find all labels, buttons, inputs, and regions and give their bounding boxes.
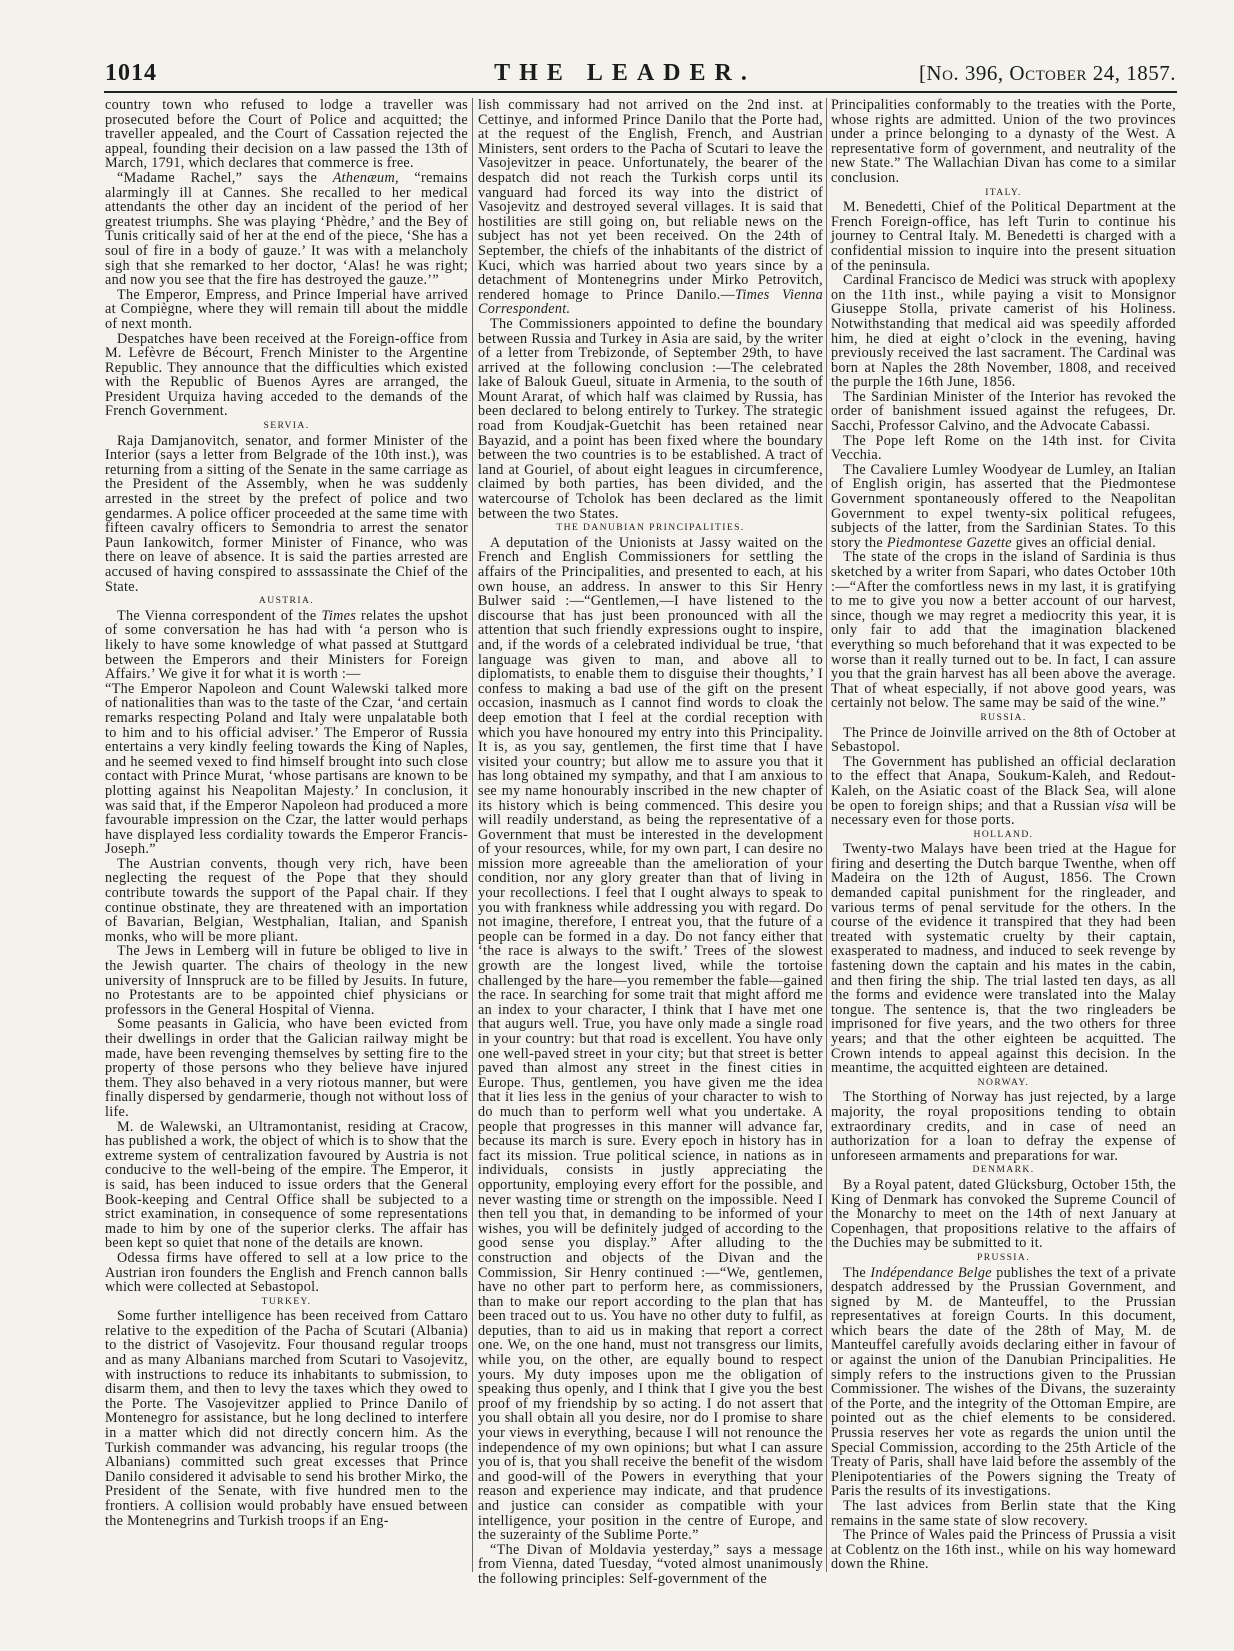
article-paragraph	[105, 1251, 468, 1295]
masthead-title: THE LEADER.	[494, 60, 756, 86]
text-run: “The Emperor Napoleon and Count Walewski talked more of nationalities than was to the taste of the Czar, ‘and certain remarks respecting Poland and Italy were unpalatable both to him and to his official adviser.’ The Emperor of Russia entertains a very kindly feeling towards the King of Naples, and he seemed vexed to find himself brought into such close contact with Prince Murat, ‘whose partisans are known to be plotting against his Neapolitan Majesty.’ In conclusion, it was said that, if the Emperor Napoleon had produced a more favourable impression on the Czar, the latter would perhaps have displayed less cordiality towards the Emperor Francis-Joseph.”	[105, 680, 468, 858]
article-paragraph	[831, 200, 1176, 273]
text-run: The Commissioners appointed to define the boundary between Russia and Turkey in Asia are said, by the writer of a letter from Trebizonde, of September 29th, to have arrived at the following conclusion :—The celebrated lake of Balouk Gueul, situate in Armenia, to the south of Mount Ararat, of which half was claimed by Russia, has been declared to belong entirely to Turkey. The strategic road from Koudjak-Guetchit has been retained near Bayazid, and a point has been fixed where the boundary between the two countries is to be established. A tract of land at Gouriel, of about eight leagues in circumference, claimed by both parties, has been divided, and the watercourse of Tcholok has been declared as the limit between the two States.	[478, 315, 823, 522]
text-run: The Prince de Joinville arrived on the 8th of October at Sebastopol.	[831, 724, 1176, 756]
text-run: relates the upshot of some conversation he has had with ‘a person who is likely to have some knowledge of what passed at Stuttgard between the Emperors and their Ministers for Foreign Affairs.’ We give it for what it is worth :—	[105, 607, 468, 683]
text-run: Principalities conformably to the treaties with the Porte, whose rights are admitted. Union of the two provinces under a prince belonging to a dynasty of the West. A representative form of government, and neutrality of the new State.” The Wallachian Divan has come to a similar conclusion.	[831, 97, 1176, 186]
article-paragraph	[831, 1090, 1176, 1163]
article-paragraph	[105, 171, 468, 288]
article-paragraph	[831, 1499, 1176, 1528]
article-paragraph	[105, 682, 468, 857]
article-paragraph	[831, 273, 1176, 390]
article-paragraph	[105, 434, 468, 595]
text-run: The Government has published an official declaration to the effect that Anapa, Soukum-Kaleh, and Redout-Kaleh, on the Asiatic coast of the Black Sea, will alone be open to foreign ships; and that a Russian	[831, 753, 1176, 814]
article-paragraph	[831, 434, 1176, 463]
section-heading: HOLLAND.	[973, 828, 1034, 840]
article-paragraph	[105, 1309, 468, 1528]
article-paragraph	[105, 857, 468, 945]
text-run: By a Royal patent, dated Glücksburg, October 15th, the King of Denmark has convoked the Supreme Council of the Monarchy to meet on the 14th of next January at Copenhagen, that propositions relative to the affairs of the Duchies may be submitted to it.	[831, 1176, 1176, 1252]
text-run: The Jews in Lemberg will in future be obliged to live in the Jewish quarter. The chairs of theology in the new university of Innspruck are to be filled by Jesuits. In future, no Protestants are to be appointed chief physicians or professors in the General Hospital of Vienna.	[105, 943, 468, 1018]
text-run: The Storthing of Norway has just rejected, by a large majority, the royal propositions tending to obtain extraordinary credits, and in case of need an authorization for a loan to defray the expense of unforeseen armaments and preparations for war.	[831, 1089, 1176, 1164]
text-run: The	[843, 1264, 871, 1281]
column-3	[831, 98, 1176, 1576]
article-paragraph	[831, 98, 1176, 186]
section-heading: TURKEY.	[261, 1295, 312, 1307]
text-run: The Vienna correspondent of the	[117, 607, 322, 624]
article-paragraph	[831, 726, 1176, 755]
article-paragraph	[831, 1178, 1176, 1251]
text-run: will be necessary even for those ports.	[831, 797, 1176, 829]
text-run: gives an official denial.	[1011, 534, 1157, 551]
article-paragraph	[831, 463, 1176, 551]
text-run: “The Divan of Moldavia yesterday,” says a message from Vienna, dated Tuesday, “voted almost unanimously the following principles: Self-government of the	[478, 1541, 823, 1587]
text-run: The Pope left Rome on the 14th inst. for Civita Vecchia.	[831, 432, 1176, 464]
article-paragraph	[478, 536, 823, 1543]
italic-text-run: Athenæum	[332, 169, 395, 186]
text-run: The Prince of Wales paid the Princess of Prussia a visit at Coblentz on the 16th inst., while on his way homeward down the Rhine.	[831, 1527, 1176, 1573]
page-number: 1014	[105, 60, 157, 86]
section-heading: DENMARK.	[972, 1164, 1035, 1176]
section-heading: SERVIA.	[263, 420, 310, 432]
italic-text-run: Piedmontese Gazette	[886, 534, 1012, 551]
text-run: The last advices from Berlin state that the King remains in the same state of slow recovery.	[831, 1498, 1176, 1529]
article-paragraph	[831, 550, 1176, 711]
article-paragraph	[478, 317, 823, 521]
article-paragraph	[478, 98, 823, 317]
article-paragraph	[105, 98, 468, 171]
text-run: publishes the text of a private despatch addressed by the Prussian Government, and signed by M. de Manteuffel, to the Prussian representatives at foreign Courts. In this document, which bears the date of the 28th of May, M. de Manteuffel carefully avoids declaring either in favour of or against the union of the Danubian Principalities. He simply refers to the instructions given to the Prussian Commissioner. The wishes of the Divans, the suzerainty of the Porte, and the integrity of the Ottoman Empire, are pointed out as the chief elements to be considered. Prussia reserves her vote as regards the union until the Special Commission, according to the 25th Article of the Treaty of Paris, shall have laid before the assembly of the Plenipotentiaries of the Powers signing the Treaty of Paris the results of its investigations.	[831, 1264, 1177, 1500]
text-run: The Sardinian Minister of the Interior has revoked the order of banishment issued against the refugees, Dr. Sacchi, Professor Calvino, and the Advocate Cabassi.	[831, 388, 1176, 435]
header-rule	[104, 91, 1177, 93]
text-run: Twenty-two Malays have been tried at the Hague for firing and deserting the Dutch barque Twenthe, when off Madeira on the 12th of August, 1856. The Crown demanded capital punishment for the ringleader, and various terms of penal servitude for the others. In the course of the evidence it transpired that they had been treated with systematic cruelty by their captain, exasperated to madness, and induced to seek revenge by fastening down the captain and his mates in the cabin, and then firing the ship. The trial lasted ten days, as all the forms and evidence were translated into the Malay tongue. The sentence is, that the two ringleaders be imprisoned for five years, and the two others for three years; and that the other eighteen be acquitted. The Crown intends to appeal against this decision. In the meantime, the acquitted eighteen are detained.	[831, 841, 1176, 1077]
text-run: A deputation of the Unionists at Jassy waited on the French and English Commissioners for settling the affairs of the Principalities, and presented to each, at his own house, an address. In answer to this Sir Henry Bulwer said :—“Gentlemen,—I have listened to the discourse that has just been pronounced with all the attention that such friendly expressions ought to inspire, and, if the words of a celebrated individual be true, ‘that language was given to man, and above all to diplomatists, to enable them to disguise their thoughts,’ I confess to making a bad use of the gift on the present occasion, inasmuch as I cannot find words to cloak the deep emotion that I feel at the cordial reception with which you have honoured my entry into this Principality. It is, as you say, gentlemen, the first time that I have visited your country; but allow me to assure you that it has long obtained my sympathy, and that I am anxious to see my name honourably inscribed in the new chapter of its history which is being commenced. This desire you will readily understand, as being the representative of a Government that must be interested in the development of your resources, while, for my own part, I can desire no mission more agreeable than the amelioration of your condition, nor any glory greater than that of living in your recollections. I feel that I ought always to speak to you with frankness while addressing you with regard. Do not imagine, therefore, I entreat you, that the future of a people can be formed in a day. Do not fancy either that ‘the race is always to the swift.’ Trees of the slowest growth are the longest lived, while the tortoise challenged by the hare—you remember the fable—gained the race. In searching for some trait that might afford me an index to your character, I think that I have met one that augurs well. True, you have only made a single road in your country: but that road is excellent. You have only one well-paved street in your city; but that street is better paved than almost any street in the finest cities in Europe. Thus, gentlemen, you have given me the idea that it lies less in the genius of your character to wish to do much than to perform well what you undertake. A people that progresses in this manner will advance far, because its march is sure. Every epoch in history has in fact its mission. True political science, in nations as in individuals, consists in justly appreciating the opportunity, employing every effort for the possible, and never wasting time or strength on the impossible. Need I then tell you that, in demanding to be informed of your wishes, you will be definitely judged of according to the good sense you display.” After alluding to the construction and objects of the Divan and the Commission, Sir Henry continued :—“We, gentlemen, have no other part to perform here, as commissioners, than to make our report according to the plan that has been traced out to us. You have no other duty to fulfil, as deputies, than to aid us in making that report a correct one. We, on the one hand, must not transgress our limits, while you, on the other, are equally bound to respect yours. My duty imposes upon me the obligation of speaking thus openly, and I think that I give you the best proof of my friendship by so acting. I do not assert that you shall obtain all you desire, nor do I promise to share your views in everything, because I will not renounce the independence of my own opinions; but what I can assure you of is, that you shall receive the benefit of the wisdom and good-will of the Powers in everything that your reason and experience may indicate, and that prudence and justice can consider as compatible with your intelligence, your position in the centre of Europe, and the suzerainty of the Sublime Porte.”	[478, 534, 823, 1544]
article-paragraph	[831, 1266, 1176, 1500]
column-2	[478, 97, 823, 1587]
article-paragraph	[831, 755, 1176, 828]
section-heading: AUSTRIA.	[258, 595, 315, 607]
italic-text-run: Times Vienna Correspondent.	[478, 286, 823, 318]
italic-text-run: Times	[321, 607, 357, 624]
text-run: The state of the crops in the island of Sardinia is thus sketched by a writer from Sapari, who dates October 10th :—“After the comfortless news in my last, it is gratifying to me to give you now a better account of our harvest, since, though we may regret a mediocrity this year, it is only fair to add that the imagination blackened everything so much beforehand that it was expected to be worse than it really turned out to be. In fact, I can assure you that the grain harvest has all been above the average. That of wheat especially, if not above good years, was certainly not below. The same may be said of the wine.”	[831, 549, 1176, 712]
article-paragraph	[105, 1120, 468, 1251]
text-run: Raja Damjanovitch, senator, and former Minister of the Interior (says a letter from Belgrade of the 10th inst.), was returning from a sitting of the Senate in the same carriage as the President of the Assembly, when he was suddenly arrested in the street by the prefect of police and two gendarmes. A police officer proceeded at the same time with fifteen cavalry officers to Semondria to arrest the senator Paun Iankowitch, former Minister of Finance, who was there on leave of absence. It is said the parties arrested are accused of having conspired to asssassinate the Chief of the State.	[105, 432, 468, 595]
section-heading: RUSSIA.	[980, 711, 1027, 723]
section-heading: PRUSSIA.	[976, 1251, 1031, 1263]
section-heading: THE DANUBIAN PRINCIPALITIES.	[556, 522, 745, 534]
article-paragraph	[831, 842, 1176, 1076]
column-rule	[826, 98, 827, 1572]
text-run: Cardinal Francisco de Medici was struck with apoplexy on the 11th inst., while paying a visit to Monsignor Giuseppe Stolla, private camerist of his Holiness. Notwithstanding that medical aid was speedily afforded him, he died at eight o’clock in the evening, having previously received the last sacrament. The Cardinal was born at Naples the 28th November, 1808, and received the purple the 16th June, 1856.	[831, 272, 1176, 391]
text-run: “Madame Rachel,” says the	[117, 169, 333, 186]
text-run: Some peasants in Galicia, who have been evicted from their dwellings in order that the Galician railway might be made, have been revenging themselves by setting fire to the property of those persons who they believe have injured them. They also behaved in a very riotous manner, but were finally dispersed by gendarmerie, though not without loss of life.	[105, 1016, 468, 1120]
section-heading: NORWAY.	[977, 1076, 1030, 1088]
text-run: Odessa firms have offered to sell at a low price to the Austrian iron founders the English and French cannon balls which were collected at Sebastopol.	[105, 1249, 468, 1296]
text-run: country town who refused to lodge a traveller was prosecuted before the Court of Police and acquitted; the traveller appealed, and the Court of Cassation rejected the appeal, founding their decision on a law passed the 13th of March, 1791, which declares that commerce is free.	[105, 97, 468, 172]
article-paragraph	[831, 1528, 1176, 1572]
text-run: Despatches have been received at the Foreign-office from M. Lefèvre de Bécourt, French Minister to the Argentine Republic. They announce that the difficulties which existed with the Republic of Buenos Ayres are arranged, the President Urquiza having acceded to the demands of the French Government.	[105, 330, 468, 420]
article-paragraph	[105, 944, 468, 1017]
article-paragraph	[105, 288, 468, 332]
text-run: M. de Walewski, an Ultramontanist, residing at Cracow, has published a work, the object of which is to show that the extreme system of centralization favoured by Austria is not conducive to the well-being of the empire. The Emperor, it is said, has been induced to issue orders that the General Book-keeping and Central Office shall be subjected to a strict examination, in consequence of some representations made to him by one of the superior clerks. The affair has been kept so quiet that none of the details are known.	[105, 1118, 468, 1252]
text-run: Some further intelligence has been received from Cattaro relative to the expedition of the Pacha of Scutari (Albania) to the district of Vasojevitz. Four thousand regular troops and as many Albanians marched from Scutari to Vasojevitz, with instructions to reduce its inhabitants to submission, to disarm them, and then to levy the taxes which they owed to the Porte. The Vasojevitzer applied to Prince Danilo of Montenegro for assistance, but he long declined to interfere in a matter which did not directly concern him. As the Turkish commander was advancing, his regular troops (the Albanians) committed such great excesses that Prince Danilo considered it advisable to send his brother Mirko, the President of the Senate, with five hundred men to the frontiers. A collision would probably have ensued between the Montenegrins and Turkish troops if an Eng-	[105, 1308, 468, 1529]
text-run: M. Benedetti, Chief of the Political Department at the French Foreign-office, has left Turin to continue his journey to Central Italy. M. Benedetti is charged with a confidential mission to inquire into the present situation of the peninsula.	[831, 199, 1176, 274]
article-paragraph	[105, 1017, 468, 1119]
column-rule	[472, 98, 473, 1572]
column-1	[105, 98, 468, 1576]
italic-text-run: Indépendance Belge	[870, 1264, 992, 1281]
text-run: The Emperor, Empress, and Prince Imperial have arrived at Compiègne, where they will remain till about the middle of next month.	[105, 286, 468, 332]
article-paragraph	[478, 1543, 823, 1587]
issue-info: [No. 396, October 24, 1857.	[918, 61, 1176, 85]
article-paragraph	[831, 390, 1176, 434]
article-paragraph	[105, 332, 468, 420]
italic-text-run: visa	[1104, 797, 1129, 814]
article-paragraph	[105, 609, 468, 682]
text-run: , “remains alarmingly ill at Cannes. She recalled to her medical attendants the other day an incident of the period of her greatest triumphs. She was playing ‘Phèdre,’ and the Bey of Tunis critically said of her at the end of the piece, ‘She has a soul of fire in a body of gauze.’ It was with a melancholy sigh that she remarked to her doctor, ‘Alas! he was right; and now you see that the fire has destroyed the gauze.’”	[105, 169, 468, 289]
text-run: The Cavaliere Lumley Woodyear de Lumley, an Italian of English origin, has asserted that the Piedmontese Government spontaneously offered to the Neapolitan Government to expel twenty-six political refugees, subjects of the latter, from the Sardinian States. To this story the	[831, 461, 1176, 551]
section-heading: ITALY.	[985, 186, 1022, 198]
text-run: The Austrian convents, though very rich, have been neglecting the request of the Pope that they should contribute towards the support of the Papal chair. If they continue obstinate, they are threatened with an importation of Bavarian, Belgian, Westphalian, Italian, and Spanish monks, who will be more pliant.	[105, 855, 468, 945]
text-run: lish commissary had not arrived on the 2nd inst. at Cettinye, and informed Prince Danilo that the Porte had, at the request of the English, French, and Austrian Ministers, sent orders to the Pacha of Scutari to leave the Vasojevitzer in peace. Unfortunately, the bearer of the despatch did not reach the Turkish corps until its vanguard had forced its way into the district of Vasojevitz and destroyed several villages. It is said that hostilities are still going on, but reliable news on the subject has not yet been received. On the 24th of September, the chiefs of the inhabitants of the district of Kuci, which was harried about two years since by a detachment of Montenegrins under Mirko Petrovitch, rendered homage to Prince Danilo.—	[478, 97, 823, 303]
